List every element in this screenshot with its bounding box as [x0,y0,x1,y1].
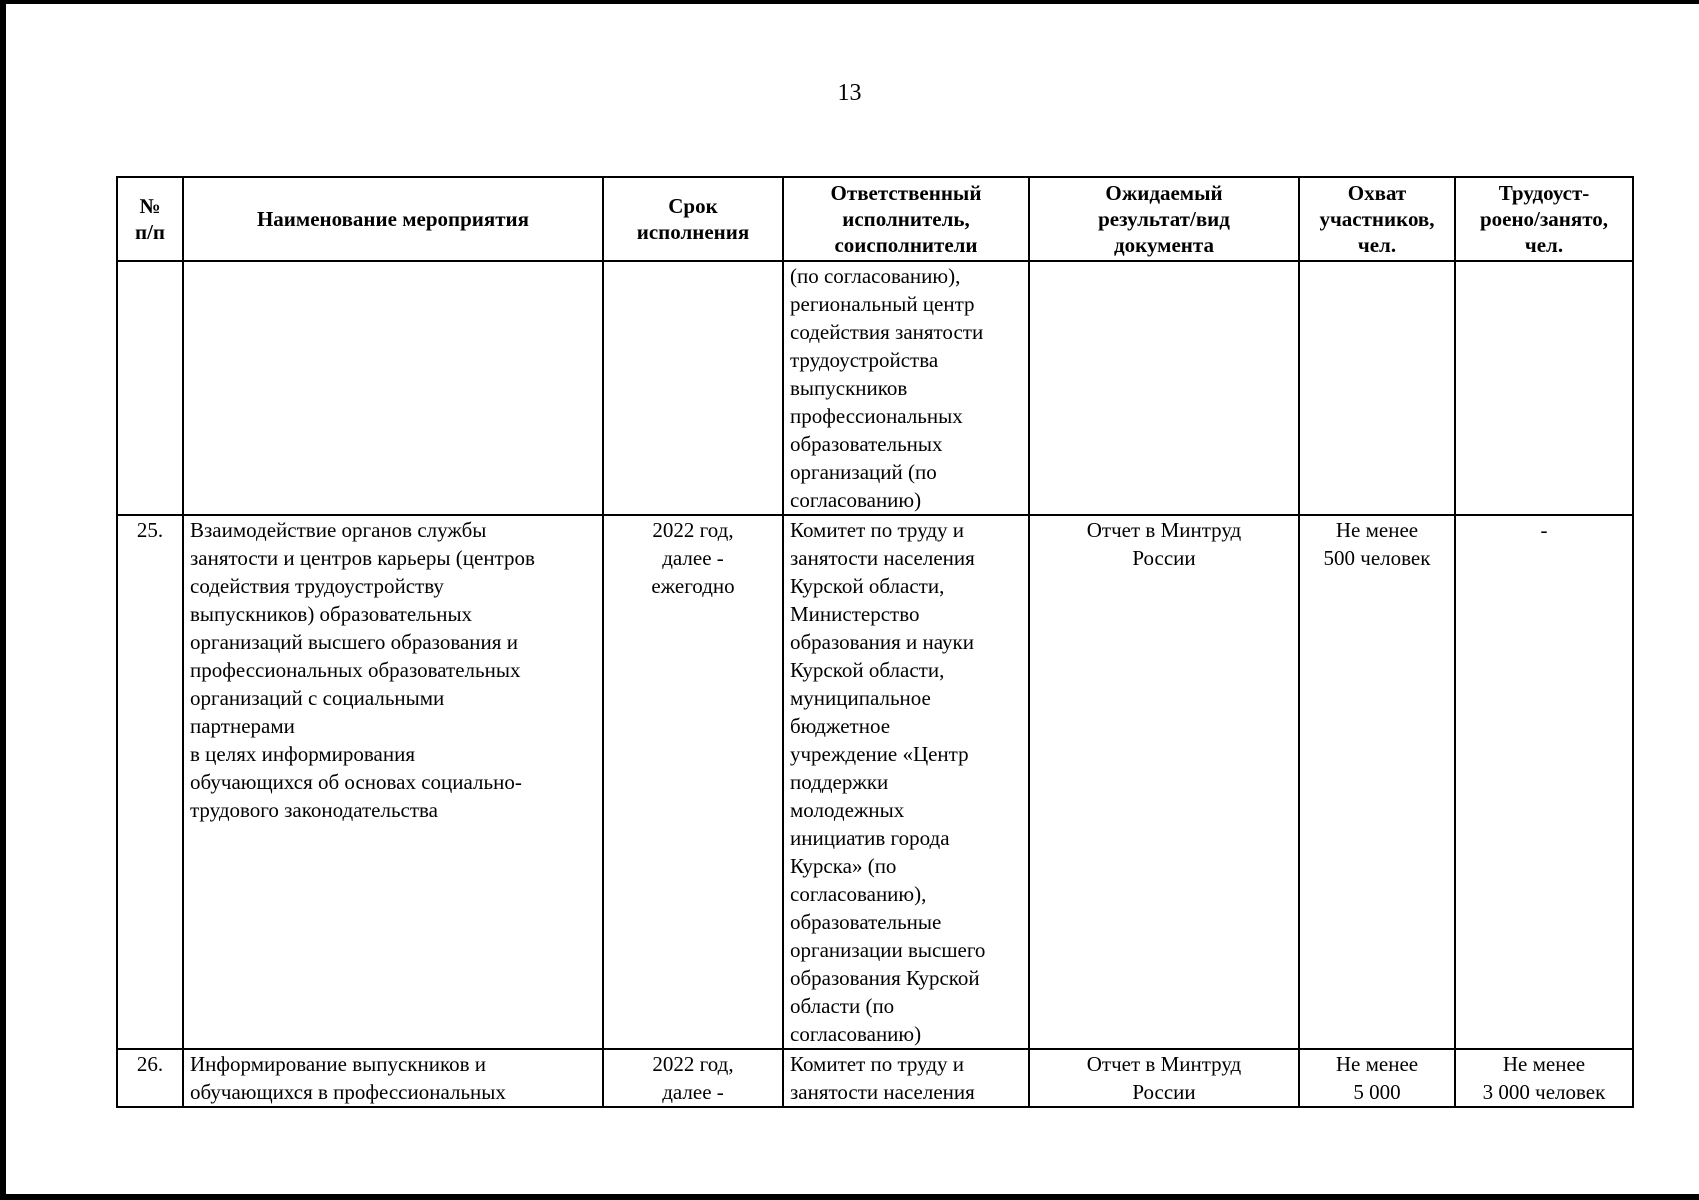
cell-name: Взаимодействие органов службы занятости и центров карьеры (центров содействия трудоустройству выпускников) образовательных организаций высшего образования и профессиональных образовательных организаций с социальными партнерами в целях информирования обучающихся об основах социально- трудового законодательства [183,515,603,1049]
page-number: 13 [837,80,862,106]
header-deadline: Срок исполнения [603,177,783,261]
cell-result [1029,261,1299,515]
cell-employed: - [1455,515,1633,1049]
cell-num [117,261,183,515]
cell-coverage: Не менее 500 человек [1299,515,1455,1049]
cell-num: 26. [117,1049,183,1107]
cell-deadline: 2022 год, далее - [603,1049,783,1107]
cell-coverage: Не менее 5 000 [1299,1049,1455,1107]
cell-result: Отчет в Минтруд России [1029,1049,1299,1107]
cell-employed: Не менее 3 000 человек [1455,1049,1633,1107]
cell-num: 25. [117,515,183,1049]
cell-result: Отчет в Минтруд России [1029,515,1299,1049]
cell-executor: Комитет по труду и занятости населения [783,1049,1029,1107]
cell-employed [1455,261,1633,515]
cell-executor: Комитет по труду и занятости населения Курской области, Министерство образования и науки Курской области, муниципальное бюджетное учреждение «Центр поддержки молодежных инициатив города Курска» (по согласованию), образовательные организации высшего образования Курской области (по согласованию) [783,515,1029,1049]
cell-deadline: 2022 год, далее - ежегодно [603,515,783,1049]
scan-edge-left [0,0,6,1200]
scan-edge-bottom [0,1194,1699,1200]
header-result: Ожидаемый результат/вид документа [1029,177,1299,261]
table-row [117,261,1633,515]
cell-name [183,261,603,515]
cell-deadline [603,261,783,515]
header-num: № п/п [117,177,183,261]
header-name: Наименование мероприятия [183,177,603,261]
table-row [117,515,1633,1049]
cell-coverage [1299,261,1455,515]
events-plan-table [116,176,1634,1108]
table-header-row [117,177,1633,261]
cell-executor: (по согласованию), региональный центр содействия занятости трудоустройства выпускников профессиональных образовательных организаций (по согласованию) [783,261,1029,515]
header-executor: Ответственный исполнитель, соисполнители [783,177,1029,261]
header-employed: Трудоуст- роено/занято, чел. [1455,177,1633,261]
table-row [117,1049,1633,1107]
cell-name: Информирование выпускников и обучающихся в профессиональных [183,1049,603,1107]
header-coverage: Охват участников, чел. [1299,177,1455,261]
scan-edge-top [0,0,1699,4]
